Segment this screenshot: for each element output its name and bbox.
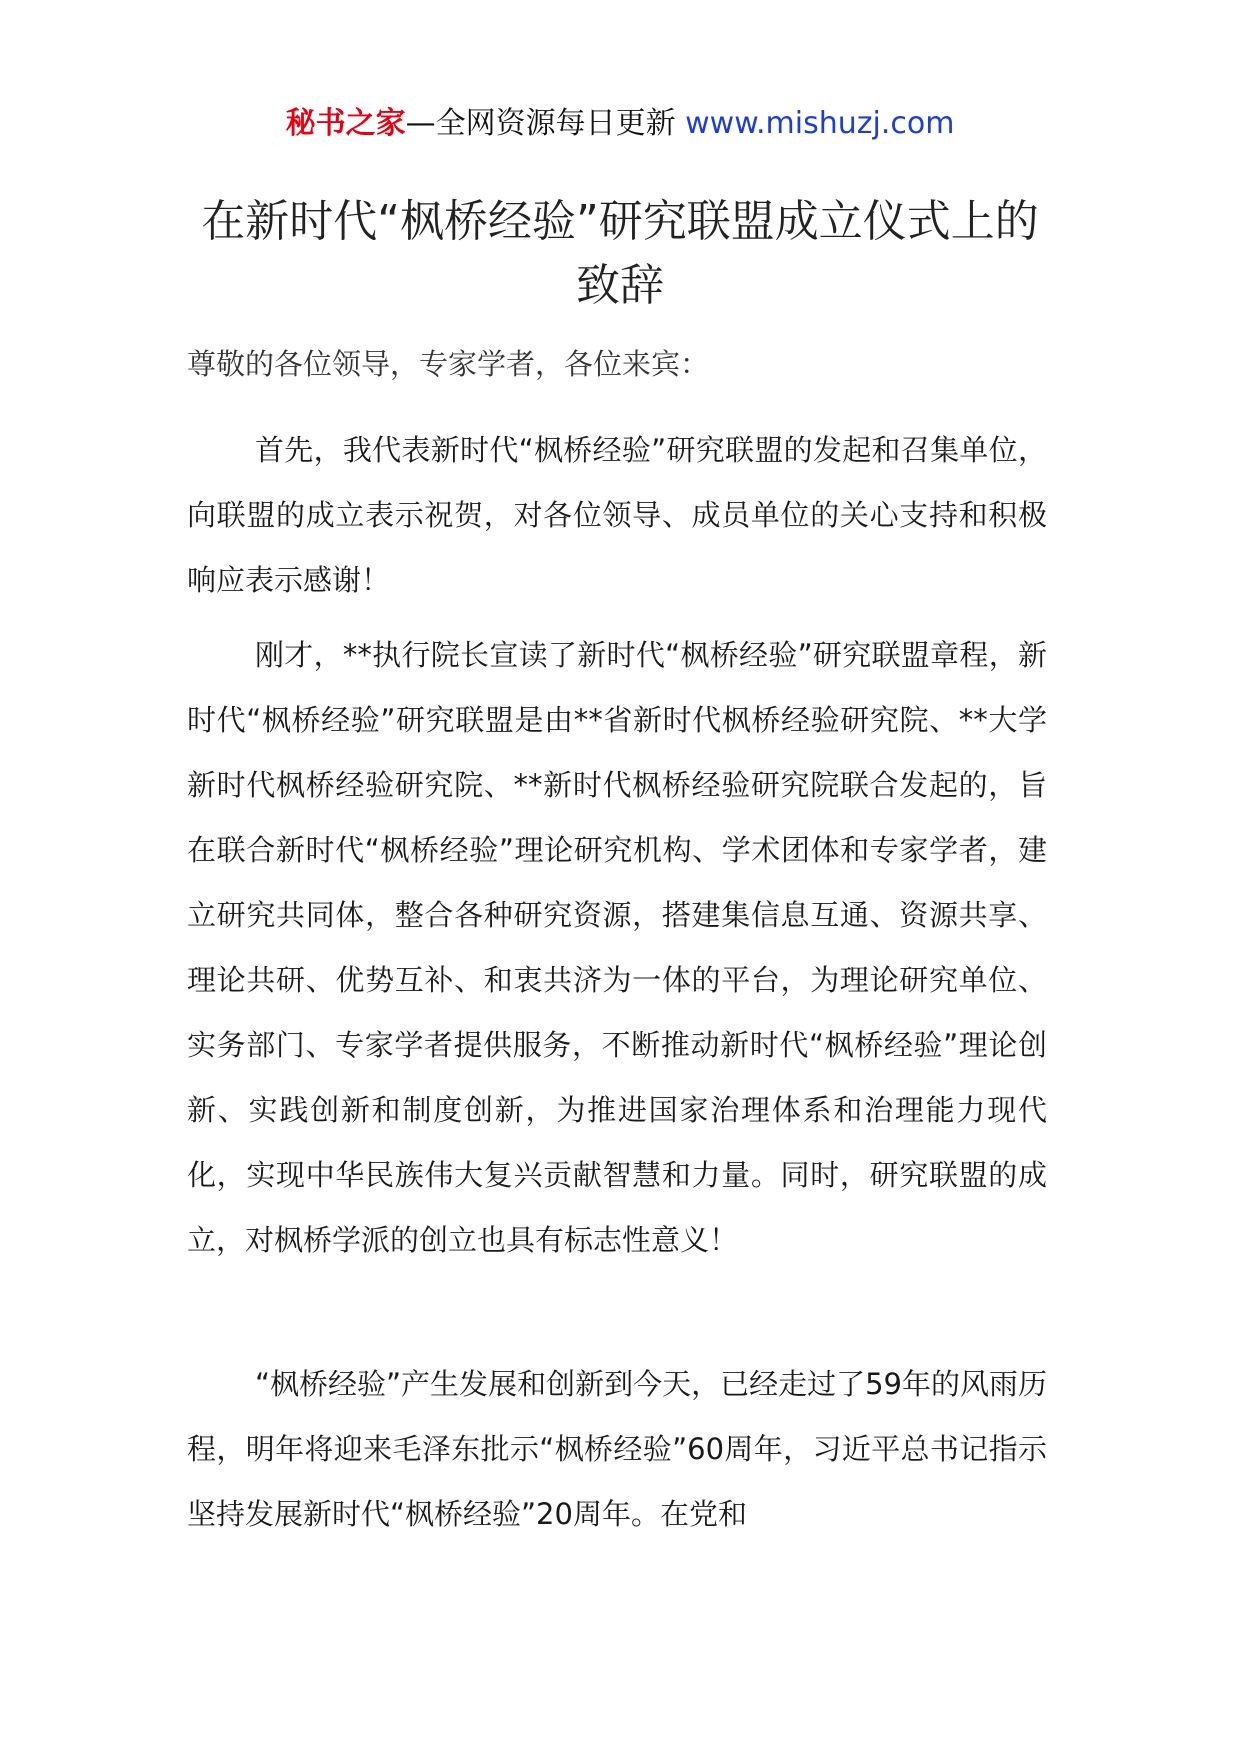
document-title: 在新时代“枫桥经验”研究联盟成立仪式上的致辞 bbox=[201, 196, 1039, 311]
site-url-link[interactable]: www.mishuzj.com bbox=[685, 106, 955, 141]
salutation: 尊敬的各位领导，专家学者，各位来宾： bbox=[187, 347, 710, 381]
paragraph-1: 首先，我代表新时代“枫桥经验”研究联盟的发起和召集单位，向联盟的成立表示祝贺，对各位领导、成员单位的关心支持和积极响应表示感谢！ bbox=[187, 433, 1047, 597]
paragraph-2: 刚才，**执行院长宣读了新时代“枫桥经验”研究联盟章程，新时代“枫桥经验”研究联盟是由**省新时代枫桥经验研究院、**大学新时代枫桥经验研究院、**新时代枫桥经验研究院联合发起的，旨在联合新时代“枫桥经验”理论研究机构、学术团体和专家学者，建立研究共同体，整合各种研究资源，搭建集信息互通、资源共享、理论共研、优势互补、和衷共济为一体的平台，为理论研究单位、实务部门、专家学者提供服务，不断推动新时代“枫桥经验”理论创新、实践创新和制度创新，为推进国家治理体系和治理能力现代化，实现中华民族伟大复兴贡献智慧和力量。同时，研究联盟的成立，对枫桥学派的创立也具有标志性意义！ bbox=[187, 638, 1047, 1257]
brand-name: 秘书之家 bbox=[285, 106, 406, 141]
header-tagline: —全网资源每日更新 bbox=[405, 106, 686, 141]
site-header bbox=[0, 100, 1240, 148]
paragraph-3: “枫桥经验”产生发展和创新到今天，已经走过了59年的风雨历程，明年将迎来毛泽东批示“枫桥经验”60周年，习近平总书记指示坚持发展新时代“枫桥经验”20周年。在党和 bbox=[187, 1367, 1047, 1531]
